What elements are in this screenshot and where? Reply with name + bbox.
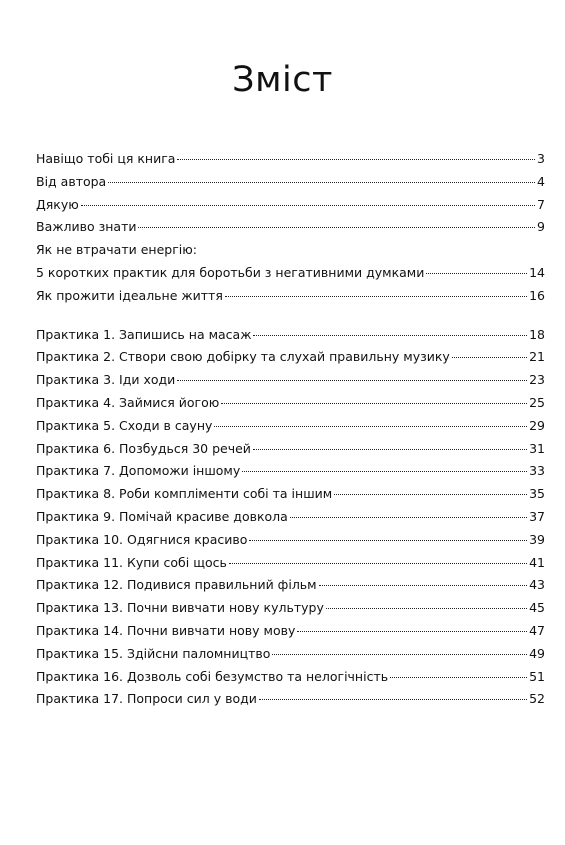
toc-dot-leader	[81, 204, 535, 206]
toc-entry-heading[interactable]	[36, 239, 545, 262]
toc-entry-page: 39	[529, 531, 545, 547]
toc-dot-leader	[272, 653, 527, 655]
toc-entry-title: Як прожити ідеальне життя	[36, 287, 223, 303]
toc-dot-leader	[229, 562, 527, 564]
toc-entry[interactable]	[36, 529, 545, 552]
toc-entry-title: 5 коротких практик для боротьби з негативними думками	[36, 264, 425, 280]
toc-entry-page: 23	[529, 372, 545, 388]
toc-entry-page: 35	[529, 486, 545, 502]
toc-entry[interactable]	[36, 194, 545, 217]
toc-entry-title: Практика 2. Створи свою добірку та слухай правильну музику	[36, 349, 450, 365]
toc-entry-page: 25	[529, 394, 545, 410]
toc-entry-page: 37	[529, 508, 545, 524]
toc-dot-leader	[108, 181, 535, 183]
toc-dot-leader	[290, 516, 527, 518]
toc-entry-title: Як не втрачати енергію:	[36, 242, 197, 258]
toc-dot-leader	[452, 356, 527, 358]
toc-entry[interactable]	[36, 216, 545, 239]
toc-entry-page: 31	[529, 440, 545, 456]
toc-dot-leader	[214, 425, 527, 427]
toc-dot-leader	[253, 448, 527, 450]
toc-entry-title: Дякую	[36, 196, 79, 212]
toc-entry-title: Практика 7. Допоможи іншому	[36, 463, 241, 479]
toc-entry-page: 29	[529, 417, 545, 433]
toc-dot-leader	[426, 272, 527, 274]
toc-entry-title: Практика 13. Почни вивчати нову культуру	[36, 600, 324, 616]
toc-entry[interactable]	[36, 415, 545, 438]
section-gap	[36, 308, 545, 324]
toc-entry-page: 43	[529, 577, 545, 593]
toc-entry-title: Важливо знати	[36, 219, 137, 235]
toc-entry-title: Практика 6. Позбудься 30 речей	[36, 440, 251, 456]
toc-dot-leader	[225, 295, 527, 297]
toc-entry-title: Від автора	[36, 173, 107, 189]
toc-entry-page: 9	[537, 219, 545, 235]
toc-entry-title: Практика 5. Сходи в сауну	[36, 417, 213, 433]
toc-entry[interactable]	[36, 552, 545, 575]
toc-dot-leader	[326, 607, 527, 609]
toc-entry-page: 4	[537, 173, 545, 189]
toc-entry-title: Практика 9. Помічай красиве довкола	[36, 508, 288, 524]
toc-dot-leader	[221, 402, 527, 404]
toc-entry-title: Навіщо тобі ця книга	[36, 151, 176, 166]
toc-entry[interactable]	[36, 688, 545, 711]
toc-entry[interactable]	[36, 438, 545, 461]
toc-entry-page: 41	[529, 554, 545, 570]
toc-dot-leader	[249, 539, 527, 541]
toc-dot-leader	[319, 584, 527, 586]
toc-entry-title: Практика 8. Роби компліменти собі та іншим	[36, 486, 333, 502]
toc-entry-title: Практика 16. Дозволь собі безумство та нелогічність	[36, 668, 389, 684]
toc-entry[interactable]	[36, 369, 545, 392]
toc-entry[interactable]	[36, 324, 545, 347]
toc-entry[interactable]	[36, 620, 545, 643]
toc-entry-page: 18	[529, 326, 545, 342]
toc-dot-leader	[177, 379, 527, 381]
toc-entry[interactable]	[36, 483, 545, 506]
toc-dot-leader	[259, 698, 527, 700]
toc-entry[interactable]	[36, 262, 545, 285]
toc-dot-leader	[334, 493, 527, 495]
table-of-contents	[36, 148, 545, 711]
toc-entry-title: Практика 3. Іди ходи	[36, 372, 176, 388]
toc-entry-page: 45	[529, 600, 545, 616]
toc-entry-title: Практика 1. Запишись на масаж	[36, 326, 252, 342]
toc-dot-leader	[390, 676, 527, 678]
toc-entry[interactable]	[36, 285, 545, 308]
toc-entry[interactable]	[36, 346, 545, 369]
toc-dot-leader	[242, 470, 527, 472]
toc-entry-title: Практика 11. Купи собі щось	[36, 554, 227, 570]
toc-entry[interactable]	[36, 597, 545, 620]
toc-entry-page: 49	[529, 645, 545, 661]
toc-dot-leader	[297, 630, 527, 632]
toc-entry[interactable]	[36, 392, 545, 415]
toc-entry[interactable]	[36, 506, 545, 529]
toc-entry[interactable]	[36, 643, 545, 666]
toc-entry-page: 16	[529, 287, 545, 303]
toc-entry[interactable]	[36, 148, 545, 171]
toc-entry-title: Практика 4. Займися йогою	[36, 394, 220, 410]
toc-entry-page: 21	[529, 349, 545, 365]
toc-entry-page: 7	[537, 196, 545, 212]
toc-entry-page: 3	[537, 151, 545, 166]
page-title: Зміст	[232, 60, 333, 100]
toc-entry-page: 14	[529, 264, 545, 280]
toc-entry-title: Практика 10. Одягнися красиво	[36, 531, 248, 547]
toc-dot-leader	[177, 158, 535, 160]
toc-entry-page: 51	[529, 668, 545, 684]
toc-entry-page: 33	[529, 463, 545, 479]
toc-entry-title: Практика 14. Почни вивчати нову мову	[36, 622, 296, 638]
toc-entry-title: Практика 17. Попроси сил у води	[36, 691, 257, 707]
toc-entry-page: 52	[529, 691, 545, 707]
toc-entry-title: Практика 12. Подивися правильний фільм	[36, 577, 317, 593]
toc-entry-title: Практика 15. Здійсни паломництво	[36, 645, 271, 661]
toc-dot-leader	[138, 226, 535, 228]
toc-entry-page: 47	[529, 622, 545, 638]
toc-entry[interactable]	[36, 171, 545, 194]
toc-entry[interactable]	[36, 460, 545, 483]
toc-entry[interactable]	[36, 666, 545, 689]
toc-entry[interactable]	[36, 574, 545, 597]
toc-dot-leader	[253, 334, 527, 336]
